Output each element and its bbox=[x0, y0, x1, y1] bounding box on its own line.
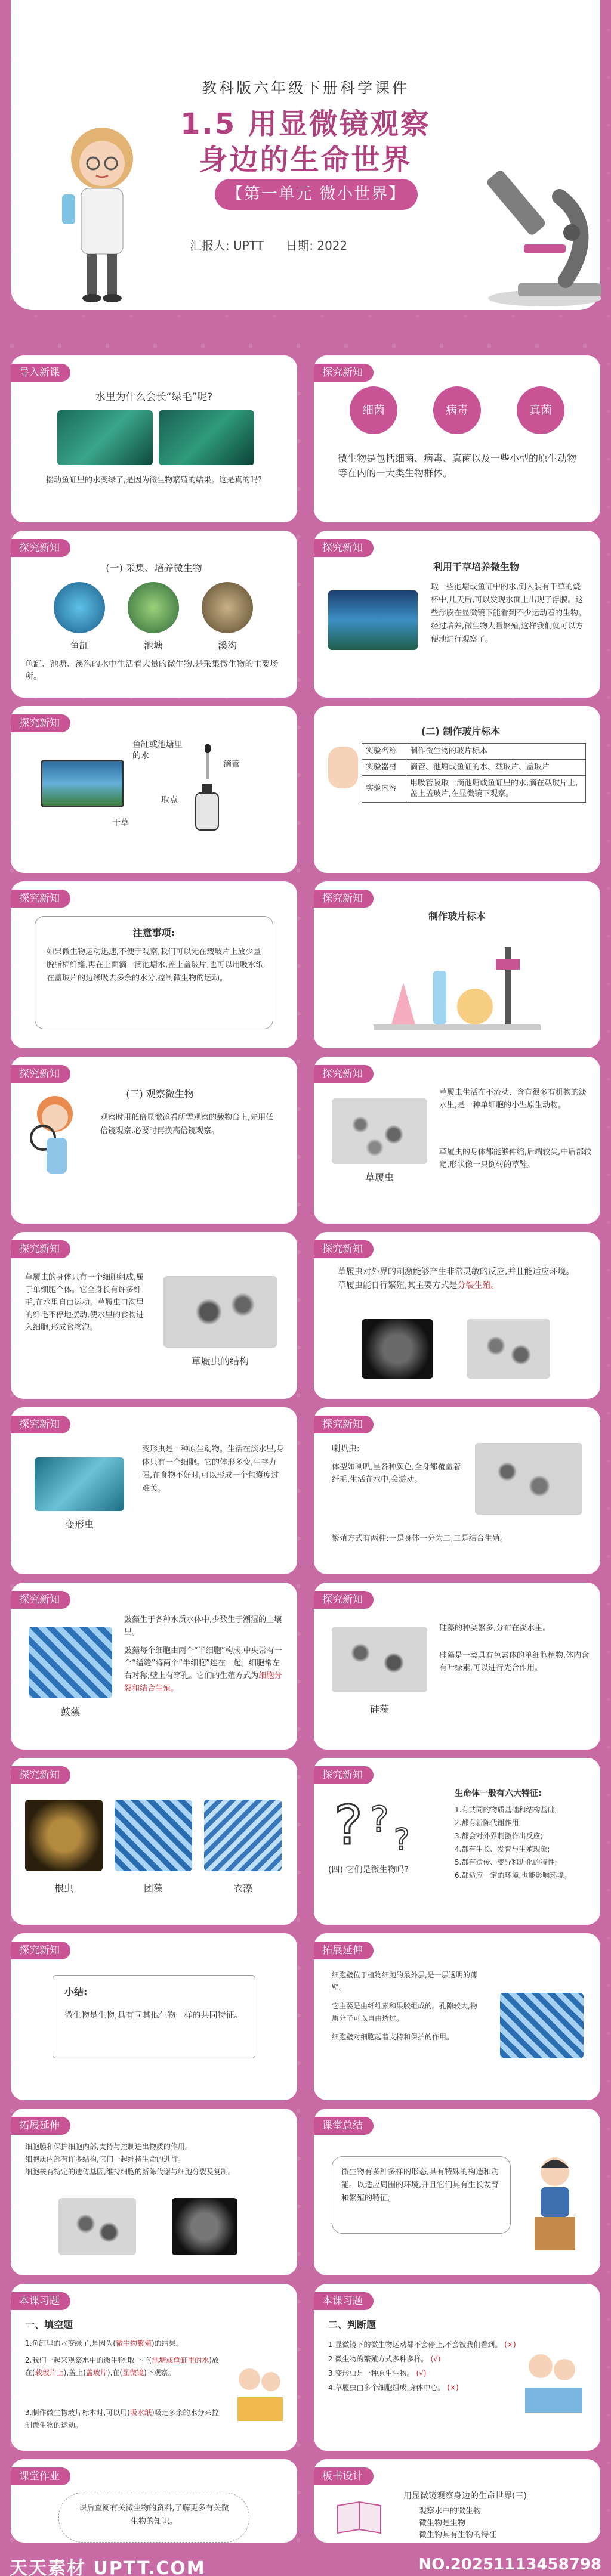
table-value: 制作微生物的玻片标本 bbox=[406, 744, 586, 760]
pond-photo bbox=[128, 582, 179, 633]
cell-parts-list bbox=[25, 2141, 282, 2178]
tf-question: 3.变形虫是一种原生生物。 bbox=[328, 2369, 414, 2377]
section-tag: 拓展延伸 bbox=[314, 1942, 374, 1959]
q1-answer: 微生物繁殖 bbox=[115, 2339, 152, 2348]
paramecium-text-2: 草履虫的身体都能够伸缩,后端较尖,中后部较宽,形状像一只倒转的草鞋。 bbox=[439, 1148, 592, 1169]
slide-paramecium-1 bbox=[314, 1057, 600, 1224]
feature-item: 4.都有生长、发育与生殖现象; bbox=[455, 1845, 550, 1853]
trumpet-text-2: 繁殖方式有两种:一是身体一分为二;二是结合生殖。 bbox=[332, 1534, 508, 1543]
tf-question: 4.草履虫由多个细胞组成,身体中心。 bbox=[328, 2383, 445, 2392]
cell-wall-item: 它主要是由纤维素和果胶组成的。孔隙较大,物质分子可以自由透过。 bbox=[332, 2002, 477, 2023]
slide-amoeba bbox=[11, 1407, 297, 1574]
q2-answer-4: 显微镜 bbox=[122, 2368, 144, 2377]
slide-materials bbox=[11, 706, 297, 873]
section-tag: 探究新知 bbox=[11, 1766, 70, 1784]
q2-answer-3: 盖玻片 bbox=[85, 2368, 107, 2377]
label-desmid: 鼓藻 bbox=[60, 1706, 80, 1717]
tf-question: 1.显微镜下的微生物运动都不会停止,不会被我们看到。 bbox=[328, 2340, 502, 2349]
label-dropper: 滴管 bbox=[223, 760, 240, 769]
desmid-text-1: 鼓藻生于各种水质水体中,少数生于潮湿的土壤里。 bbox=[124, 1615, 282, 1637]
watermark-site: 天天素材 UPTT.COM bbox=[10, 2558, 206, 2576]
dropper-icon bbox=[202, 744, 214, 780]
cell-wall-list bbox=[332, 1969, 481, 2044]
fill-q1 bbox=[25, 2337, 282, 2350]
label-paramecium: 草履虫 bbox=[365, 1172, 394, 1183]
slide-cell-parts bbox=[11, 2109, 297, 2275]
summary-text: 微生物是生物,具有同其他生物一样的共同特征。 bbox=[64, 2011, 243, 2020]
section-tag: 探究新知 bbox=[314, 1065, 374, 1083]
bottle-icon bbox=[193, 784, 221, 831]
cell-wall-photo bbox=[500, 1993, 584, 2058]
tf-item bbox=[328, 2366, 525, 2380]
feature-item: 6.都适应一定的环境,也能影响环境。 bbox=[455, 1871, 572, 1880]
section-tag: 探究新知 bbox=[11, 1240, 70, 1258]
tf-list bbox=[328, 2337, 525, 2395]
q2-answer-1: 池塘或鱼缸里的水 bbox=[152, 2356, 209, 2364]
section-tag: 探究新知 bbox=[314, 1766, 374, 1784]
title-line-1: 1.5 用显微镜观察 bbox=[180, 107, 431, 141]
hay-heading: 利用干草培养微生物 bbox=[433, 561, 520, 572]
structure-photo bbox=[163, 1276, 277, 1348]
slide-slide-table bbox=[314, 706, 600, 873]
slide-notes bbox=[11, 881, 297, 1048]
section-tag: 拓展延伸 bbox=[11, 2117, 70, 2135]
trumpet-q: 喇叭虫: bbox=[332, 1444, 360, 1454]
trumpet-text: 体型如喇叭,呈各种颜色,全身都覆盖着纤毛,生活在水中,会游动。 bbox=[332, 1463, 461, 1484]
slide-microbe-photos bbox=[11, 1758, 297, 1925]
table-value: 滴管、池塘或鱼缸的水、载玻片、盖玻片 bbox=[406, 760, 586, 776]
reporter: 汇报人: UPTT bbox=[190, 239, 264, 253]
board-title: 用显微镜观察身边的生命世界(三) bbox=[403, 2491, 527, 2501]
aquarium-tank bbox=[41, 760, 124, 807]
slide-life-features bbox=[314, 1758, 600, 1925]
table-heading: (二) 制作玻片标本 bbox=[421, 726, 501, 737]
slide-hay-culture bbox=[314, 531, 600, 698]
label-hay: 干草 bbox=[112, 818, 129, 828]
q2-g: ),在( bbox=[107, 2368, 123, 2377]
board-item: 微生物具有生物的特征 bbox=[419, 2531, 497, 2540]
bacteria-circle: 细菌 bbox=[350, 386, 397, 434]
cell-part-item: 细胞核有特定的遗传基因,维持细胞的新陈代谢与细胞分裂及复制。 bbox=[25, 2168, 235, 2176]
notes-title: 注意事项: bbox=[132, 927, 175, 939]
tf-item bbox=[328, 2380, 525, 2395]
hay-text: 取一些池塘或鱼缸中的水,倒入装有干草的烧杯中,几天后,可以发现水面上出现了浮膜。这些浮膜在显微镜下能看到不少运动着的生物。经过培养,微生物大量繁殖,这样我们就可以方便地进行观察了。 bbox=[431, 583, 587, 644]
cells-photo-1 bbox=[58, 2198, 136, 2255]
feature-item: 2.都有新陈代谢作用; bbox=[455, 1819, 521, 1827]
tf-item bbox=[328, 2352, 525, 2366]
desmid-photo bbox=[29, 1627, 112, 1698]
paramecium-text-1: 草履虫生活在不流动、含有很多有机物的淡水里,是一种单细胞的小型原生动物。 bbox=[439, 1088, 587, 1110]
section-tag: 本课习题 bbox=[314, 2292, 374, 2310]
intro-caption: 摇动鱼缸里的水变绿了,是因为微生物繁殖的结果。这是真的吗? bbox=[45, 476, 263, 485]
slide-cell-wall bbox=[314, 1933, 600, 2100]
label-drop: 取点 bbox=[161, 795, 178, 805]
experiment-table bbox=[362, 743, 586, 803]
label-pond: 池塘 bbox=[143, 640, 163, 651]
cartoon-girl bbox=[328, 747, 358, 788]
fish-tank-photo bbox=[54, 582, 105, 633]
lab-equipment-illustration bbox=[374, 935, 541, 1036]
cell-wall-item: 细胞壁对细胞起着支持和保护的作用。 bbox=[332, 2033, 454, 2041]
section-tag: 课堂作业 bbox=[11, 2467, 70, 2485]
slide-class-summary bbox=[314, 2109, 600, 2275]
slide-homework bbox=[11, 2459, 297, 2543]
chlamydomonas-photo bbox=[204, 1800, 282, 1871]
cell-part-item: 细胞膜和保护细胞内部,支持与控制进出物质的作用。 bbox=[25, 2142, 192, 2151]
paramecium-photo bbox=[332, 1098, 427, 1164]
table-key: 实验内容 bbox=[362, 776, 406, 803]
q2-a: 2.我们一起来观察水中的微生物:取一些( bbox=[25, 2356, 152, 2364]
table-key: 实验器材 bbox=[362, 760, 406, 776]
section-tag: 探究新知 bbox=[11, 1065, 70, 1083]
feature-item: 3.都会对外界刺激作出反应; bbox=[455, 1832, 543, 1840]
collect-heading: (一) 采集、培养微生物 bbox=[106, 562, 202, 574]
slide-paramecium-reproduction bbox=[314, 1232, 600, 1399]
diatom-text-2: 硅藻是一类具有色素体的单细胞植物,体内含有叶绿素,可以进行光合作用。 bbox=[439, 1651, 590, 1673]
fish-tank-photo-2 bbox=[159, 410, 254, 465]
homework-text: 课后查阅有关微生物的资料,了解更多有关微生物的知识。 bbox=[79, 2504, 229, 2526]
desmid-text-2 bbox=[124, 1645, 285, 1695]
structure-text: 草履虫的身体只有一个细胞组成,属于单细胞个体。它全身长有许多纤毛,在水里自由运动。草履虫口沟里的纤毛不停地摆动,使水里的食物进入细胞,形成食物泡。 bbox=[25, 1273, 144, 1332]
q1-a: 1.鱼缸里的水变绿了,是因为( bbox=[25, 2339, 116, 2348]
label-structure: 草履虫的结构 bbox=[191, 1355, 249, 1367]
q3-answer: 吸水纸 bbox=[129, 2408, 152, 2417]
summary-title: 小结: bbox=[64, 1986, 88, 1998]
label-amoeba: 变形虫 bbox=[64, 1519, 94, 1530]
diatom-text-1: 硅藻的种类繁多,分布在淡水里。 bbox=[439, 1624, 551, 1633]
feature-item: 5.都有遗传、变异和进化的特性; bbox=[455, 1858, 557, 1866]
svg-text:?: ? bbox=[334, 1794, 363, 1856]
slide-intro bbox=[11, 355, 297, 522]
cell-part-item: 细胞质内部有许多结构,它们一起维持生命的进行。 bbox=[25, 2155, 185, 2163]
section-tag: 导入新课 bbox=[11, 364, 70, 382]
tf-item bbox=[328, 2337, 525, 2352]
slide-observe bbox=[11, 1057, 297, 1224]
label-diatom: 硅藻 bbox=[369, 1704, 389, 1715]
q2-i: )下观察。 bbox=[144, 2368, 175, 2377]
stream-photo bbox=[202, 582, 253, 633]
book-icon bbox=[335, 2500, 383, 2535]
tf-heading: 二、判断题 bbox=[328, 2319, 377, 2330]
meta-row bbox=[190, 236, 443, 253]
magnifier-girl-illustration bbox=[25, 1090, 91, 1185]
collect-text: 鱼缸、池塘、溪沟的水中生活着大量的微生物,是采集微生物的主要场所。 bbox=[25, 660, 279, 682]
feature-item: 1.有共同的物质基础和结构基础; bbox=[455, 1806, 557, 1814]
board-list bbox=[419, 2506, 586, 2541]
slide-board-design bbox=[314, 2459, 600, 2543]
svg-text:?: ? bbox=[394, 1822, 410, 1856]
features-heading: (四) 它们是微生物吗? bbox=[328, 1865, 409, 1875]
tf-answer: (√) bbox=[416, 2369, 427, 2377]
reproduction-text-main: 草履虫对外界的刺激能够产生非常灵敏的反应,并且能适应环境。草履虫能自行繁殖,其主要方式是 bbox=[338, 1267, 575, 1290]
cells-photo-2 bbox=[172, 2198, 237, 2255]
question-marks-icon bbox=[328, 1790, 424, 1856]
rhizopod-photo bbox=[25, 1800, 103, 1871]
section-tag: 本课习题 bbox=[11, 2292, 70, 2310]
tf-answer: (×) bbox=[447, 2383, 459, 2392]
section-tag: 探究新知 bbox=[11, 539, 70, 557]
tf-answer: (×) bbox=[504, 2340, 516, 2349]
label-volvox: 团藻 bbox=[143, 1883, 163, 1894]
notes-text: 如果微生物运动迅速,不便于观察,我们可以先在载玻片上放少量脱脂棉纤维,再在上面滴一滴池塘水,盖上盖玻片,也可以用吸水纸在盖玻片的边缘吸去多余的水分,控制微生物的运动。 bbox=[47, 948, 264, 983]
fill-q3 bbox=[25, 2407, 222, 2432]
label-chlamydomonas: 衣藻 bbox=[233, 1883, 252, 1894]
section-tag: 探究新知 bbox=[11, 1591, 70, 1609]
label-fish-tank: 鱼缸 bbox=[69, 640, 89, 651]
table-row bbox=[362, 744, 586, 760]
desmid-text-2-main: 鼓藻每个细胞由两个“半细胞”构成,中央常有一个“缢缝”将两个“半细胞”连在一起。细胞常左右对称;壁上有穿孔。它们的生殖方式为 bbox=[124, 1646, 282, 1680]
section-tag: 探究新知 bbox=[11, 1942, 70, 1959]
volvox-photo bbox=[115, 1800, 192, 1871]
section-tag: 探究新知 bbox=[11, 1416, 70, 1433]
section-tag: 探究新知 bbox=[314, 1416, 374, 1433]
reproduction-highlight: 分裂生殖。 bbox=[457, 1281, 499, 1290]
paramecium-cells-photo bbox=[467, 1319, 550, 1379]
kids-reading-illustration bbox=[517, 2346, 588, 2417]
tf-question: 2.微生物的繁殖方式多种多样。 bbox=[328, 2355, 428, 2363]
section-tag: 板书设计 bbox=[314, 2467, 374, 2485]
slide-desmid bbox=[11, 1583, 297, 1750]
title-slide bbox=[11, 0, 600, 310]
fungus-circle: 真菌 bbox=[517, 386, 564, 434]
fill-heading: 一、填空题 bbox=[25, 2319, 73, 2330]
slide-make-slides bbox=[314, 881, 600, 1048]
dark-microscope-photo bbox=[362, 1319, 433, 1379]
watermark-id: NO.20251113458798 bbox=[418, 2556, 601, 2574]
microscope-illustration bbox=[482, 155, 607, 310]
table-row bbox=[362, 776, 586, 803]
label-rhizopod: 根虫 bbox=[54, 1883, 73, 1894]
features-list bbox=[455, 1803, 595, 1882]
desmid-highlight: 细胞分裂和结合生殖。 bbox=[124, 1671, 282, 1693]
teacher-illustration bbox=[519, 2151, 591, 2253]
section-tag: 课堂总结 bbox=[314, 2117, 374, 2135]
q1-c: )的结果。 bbox=[151, 2339, 183, 2348]
q2-answer-2: 载玻片上 bbox=[35, 2368, 64, 2377]
board-item: 观察水中的微生物 bbox=[419, 2507, 482, 2516]
features-title: 生命体一般有六大特征: bbox=[455, 1789, 542, 1798]
slide-summary bbox=[11, 1933, 297, 2100]
cell-wall-item: 细胞壁位于植物细胞的最外层,是一层透明的薄壁。 bbox=[332, 1971, 477, 1992]
observe-heading: (三) 观察微生物 bbox=[126, 1088, 194, 1100]
slide-fill-blank bbox=[11, 2284, 297, 2451]
amoeba-photo bbox=[35, 1457, 124, 1511]
table-value: 用吸管吸取一滴池塘或鱼缸里的水,滴在载玻片上,盖上盖玻片,在显微镜下观察。 bbox=[406, 776, 586, 803]
diatom-photo bbox=[332, 1627, 427, 1692]
q3-c: )吸走多余的水分来控制微生物的运动。 bbox=[25, 2408, 219, 2429]
amoeba-text: 变形虫是一种原生动物。生活在淡水里,身体只有一个细胞。它的体形多变,生存力强,在食物不好时,可以形成一个包囊度过难关。 bbox=[142, 1445, 285, 1493]
label-stream: 溪沟 bbox=[217, 640, 237, 651]
section-tag: 探究新知 bbox=[11, 714, 70, 732]
tf-answer: (√) bbox=[430, 2355, 441, 2363]
make-slides-title: 制作玻片标本 bbox=[428, 911, 486, 922]
q2-e: ),盖上( bbox=[63, 2368, 86, 2377]
virus-circle: 病毒 bbox=[433, 386, 481, 434]
board-item: 微生物是生物 bbox=[419, 2519, 466, 2528]
reproduction-text bbox=[338, 1265, 576, 1293]
fill-q2 bbox=[25, 2354, 222, 2379]
q2-c: )放在( bbox=[25, 2356, 219, 2377]
slide-trumpet bbox=[314, 1407, 600, 1574]
intro-question: 水里为什么会长“绿毛”呢? bbox=[95, 391, 213, 403]
label-water: 鱼缸或池塘里的水 bbox=[132, 740, 183, 761]
section-tag: 探究新知 bbox=[314, 539, 374, 557]
section-tag: 探究新知 bbox=[11, 890, 70, 908]
fish-tank-photo-1 bbox=[57, 410, 153, 465]
class-summary-text: 微生物有多种多样的形态,具有特殊的构造和功能。以适应周围的环境,并且它们具有生长发育和繁殖的特征。 bbox=[341, 2168, 499, 2203]
aquarium-photo bbox=[328, 590, 418, 650]
microbe-definition: 微生物是包括细菌、病毒、真菌以及一些小型的原生动物等在内的一大类生物群体。 bbox=[338, 453, 577, 479]
scientist-girl-illustration bbox=[45, 117, 159, 308]
section-tag: 探究新知 bbox=[314, 1240, 374, 1258]
section-tag: 探究新知 bbox=[314, 1591, 374, 1609]
title-line-2: 身边的生命世界 bbox=[199, 143, 412, 177]
slide-true-false bbox=[314, 2284, 600, 2451]
slide-microbe-types bbox=[314, 355, 600, 522]
table-row bbox=[362, 760, 586, 776]
slide-collect bbox=[11, 531, 297, 698]
table-key: 实验名称 bbox=[362, 744, 406, 760]
kids-reading-illustration bbox=[232, 2361, 289, 2427]
trumpet-photo bbox=[475, 1443, 582, 1515]
observe-text: 观察时用低倍显微镜看所需观察的载物台上,先用低倍镜观察,必要时再换高倍镜观察。 bbox=[100, 1113, 274, 1135]
q3-a: 3.制作微生物玻片标本时,可以用( bbox=[25, 2408, 130, 2417]
slide-diatom bbox=[314, 1583, 600, 1750]
date: 日期: 2022 bbox=[285, 239, 348, 253]
svg-text:?: ? bbox=[370, 1799, 389, 1841]
course-series: 教科版六年级下册科学课件 bbox=[201, 79, 409, 97]
section-tag: 探究新知 bbox=[314, 364, 374, 382]
slide-paramecium-structure bbox=[11, 1232, 297, 1399]
unit-badge: 【第一单元 微小世界】 bbox=[215, 179, 418, 210]
section-tag: 探究新知 bbox=[314, 890, 374, 908]
